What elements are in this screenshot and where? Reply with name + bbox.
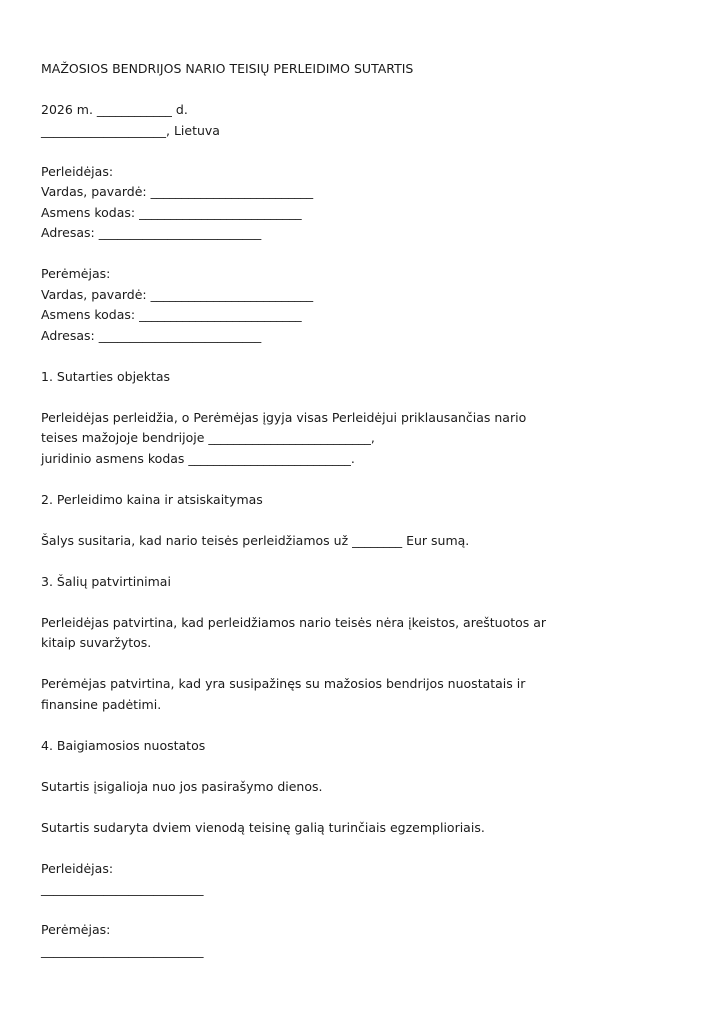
section4-p1: Sutartis įsigalioja nuo jos pasirašymo dienos. bbox=[41, 778, 323, 794]
date-blank: ____________ bbox=[96, 102, 172, 117]
transferee-address-blank: __________________________ bbox=[98, 327, 262, 343]
transferor-address-blank: __________________________ bbox=[98, 225, 262, 240]
transferee-code-blank: __________________________ bbox=[139, 307, 302, 322]
transferor-name-label: Vardas, pavardė: bbox=[41, 184, 151, 199]
date-year: 2026 m. bbox=[41, 102, 97, 117]
section2-line-text: Šalys susitaria, kad nario teisės perleidžiamos už bbox=[41, 532, 353, 548]
section3-heading: 3. Šalių patvirtinimai bbox=[41, 573, 171, 589]
transferee-code-label: Asmens kodas: bbox=[41, 307, 140, 322]
section2-price-blank: ________ bbox=[352, 532, 403, 548]
document-title: MAŽOSIOS BENDRIJOS NARIO TEISIŲ PERLEIDIMO SUTARTIS bbox=[41, 61, 414, 76]
transferor-address-label: Adresas: bbox=[41, 225, 99, 240]
section2-line-suffix: Eur sumą. bbox=[402, 532, 470, 548]
place-blank: ____________________ bbox=[41, 122, 166, 138]
transferor-code-line bbox=[41, 203, 681, 224]
section3-p2-line2: finansine padėtimi. bbox=[41, 696, 162, 712]
transferee-address-label: Adresas: bbox=[41, 327, 99, 343]
section3-p2-line1: Perėmėjas patvirtina, kad yra susipažinęs su mažosios bendrijos nuostatais ir bbox=[41, 676, 526, 691]
transferee-name-line bbox=[41, 285, 681, 306]
transferee-address-line bbox=[41, 326, 681, 347]
transferee-heading: Perėmėjas: bbox=[41, 266, 111, 281]
section2-line bbox=[41, 531, 681, 552]
section4-heading: 4. Baigiamosios nuostatos bbox=[41, 737, 206, 753]
place-line bbox=[41, 121, 681, 142]
transferor-name-line bbox=[41, 182, 681, 203]
date-line bbox=[41, 100, 681, 121]
section1-line3-text: juridinio asmens kodas bbox=[41, 450, 189, 466]
section1-line2 bbox=[41, 428, 681, 449]
transferor-code-label: Asmens kodas: bbox=[41, 204, 140, 220]
section1-line2-text: teises mažojoje bendrijoje bbox=[41, 430, 209, 445]
document-body bbox=[41, 59, 681, 961]
transferee-name-label: Vardas, pavardė: bbox=[41, 286, 151, 302]
transferor-code-blank: __________________________ bbox=[139, 204, 302, 220]
section4-p2: Sutartis sudaryta dviem vienodą teisinę galią turinčiais egzemplioriais. bbox=[41, 819, 485, 835]
section3-p1-line2: kitaip suvaržytos. bbox=[41, 635, 152, 650]
section2-heading: 2. Perleidimo kaina ir atsiskaitymas bbox=[41, 491, 263, 507]
signature-transferor-label: Perleidėjas: bbox=[41, 860, 114, 876]
section1-line3-suffix: . bbox=[350, 450, 355, 466]
signature-transferor-blank: __________________________ bbox=[41, 881, 204, 896]
transferee-name-blank: __________________________ bbox=[150, 286, 314, 302]
transferee-code-line bbox=[41, 305, 681, 326]
section1-line2-suffix: , bbox=[370, 430, 375, 445]
date-suffix: d. bbox=[171, 102, 188, 117]
section1-line2-blank: __________________________ bbox=[208, 430, 371, 445]
section1-line3 bbox=[41, 449, 681, 470]
signature-transferee-blank: __________________________ bbox=[41, 942, 204, 958]
transferor-heading: Perleidėjas: bbox=[41, 163, 114, 179]
transferor-name-blank: __________________________ bbox=[150, 184, 314, 199]
section1-heading: 1. Sutarties objektas bbox=[41, 368, 171, 384]
section3-p1-line1: Perleidėjas patvirtina, kad perleidžiamos nario teisės nėra įkeistos, areštuotos ar bbox=[41, 614, 547, 630]
transferor-address-line bbox=[41, 223, 681, 244]
section1-line3-blank: __________________________ bbox=[188, 450, 351, 466]
section1-line1: Perleidėjas perleidžia, o Perėmėjas įgyja visas Perleidėjui priklausančias nario bbox=[41, 409, 527, 425]
place-country: , Lietuva bbox=[166, 122, 220, 138]
signature-transferee-label: Perėmėjas: bbox=[41, 922, 111, 937]
